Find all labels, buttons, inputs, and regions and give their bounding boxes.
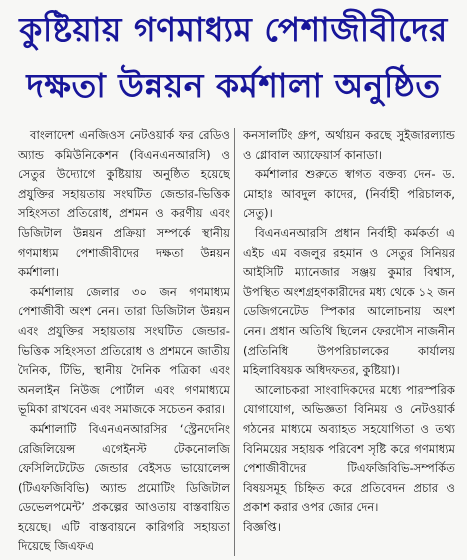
column-divider [234, 128, 235, 556]
right-paragraph-3: বিএনএনআরসি প্রধান নির্বাহী কর্মকর্তা এ এইচ এম বজলুর রহমান ও সেতুর সিনিয়র আইসিটি ম্যানেজার সঞ্জয় কুমার বিশ্বাস, উপস্থিত অংশগ্রহণকারীদের মধ্য থেকে ১২ জন ডেজিগনেটেড স্পিকার আলোচনায় অংশ নেন। প্রধান অতিথি ছিলেন ফেরদৌস নাজনীন (প্রতিনিধি উপপরিচালকের কার্যালয় মহিলাবিষয়ক অধিদফতর, কুষ্টিয়া)। [243, 225, 455, 378]
right-paragraph-5: বিজ্ঞপ্তি। [243, 519, 281, 534]
left-paragraph-2: কর্মশালায় জেলার ৩০ জন গণমাধ্যম পেশাজীবী অংশ নেন। তারা ডিজিটাল উন্নয়ন এবং প্রযুক্তির সহায়তায় সংঘটিত জেন্ডার-ভিত্তিক সহিংসতা প্রতিরোধ ও প্রশমনে জাতীয় দৈনিক, টিভি, স্থানীয় দৈনিক পত্রিকা এবং অনলাইন নিউজ পোর্টাল এবং গণমাধ্যমে ভূমিকা রাখবেন এবং সমাজকে সচেতন করার। [18, 284, 230, 417]
left-paragraph-3: কর্মশালাটি বিএনএনআরসির ‘স্ট্রেনদেনিং রেজিলিয়েন্স এগেইনস্ট টেকনোলজি ফেসিলিটেটেড জেন্ডার বেইসড ভায়োলেন্স (টিএফজিবিভি) অ্যান্ড প্রমোটিং ডিজিটাল ডেভেলপমেন্ট’ প্রকল্পের আওতায় বাস্তবায়িত হয়েছে। এটি বাস্তবায়নে কারিগরি সহায়তা দিয়েছে জিএফএ [18, 421, 230, 554]
article-column-right [243, 126, 455, 560]
right-paragraph-4: আলোচকরা সাংবাদিকদের মধ্যে পারস্পরিক যোগাযোগ, অভিজ্ঞতা বিনিময় ও নেটওয়ার্ক গঠনের মাধ্যমে অব্যাহত সহযোগিতা ও তথ্য বিনিময়ের সহায়ক পরিবেশ সৃষ্টি করে গণমাধ্যম পেশাজীবীদের টিএফজিবিভি-সম্পর্কিত বিষয়সমূহ চিহ্নিত করে প্রতিবেদন প্রচার ও প্রকাশ করার ওপর জোর দেন। [243, 382, 455, 515]
right-paragraph-1: কনসালটিং গ্রুপ, অর্থায়ন করছে সুইজারল্যান্ড ও গ্লোবাল অ্যাফেয়ার্স কানাডা। [243, 128, 455, 162]
left-paragraph-1: বাংলাদেশ এনজিওস নেটওয়ার্ক ফর রেডিও অ্যান্ড কমিউনিকেশন (বিএনএনআরসি) ও সেতুর উদ্যোগে কুষ্টিয়ায় অনুষ্ঠিত হয়েছে প্রযুক্তির সহায়তায় সংঘটিত জেন্ডার-ভিত্তিক সহিংসতা প্রতিরোধ, প্রশমন ও করণীয় এবং ডিজিটাল উন্নয়ন প্রক্রিয়া সম্পর্কে স্থানীয় গণমাধ্যম পেশাজীবীদের দক্ষতা উন্নয়ন কর্মশালা। [18, 128, 230, 280]
headline-line-1: কুষ্টিয়ায় গণমাধ্যম পেশাজীবীদের [19, 10, 448, 49]
article-column-left [18, 126, 230, 560]
headline-line-2: দক্ষতা উন্নয়ন কর্মশালা অনুষ্ঠিত [26, 66, 441, 105]
right-paragraph-2: কর্মশালার শুরুতে স্বাগত বক্তব্য দেন- ড. মোহাঃ আবদুল কাদের, (নির্বাহী পরিচালক, সেতু)। [243, 167, 455, 221]
headline [8, 2, 459, 120]
